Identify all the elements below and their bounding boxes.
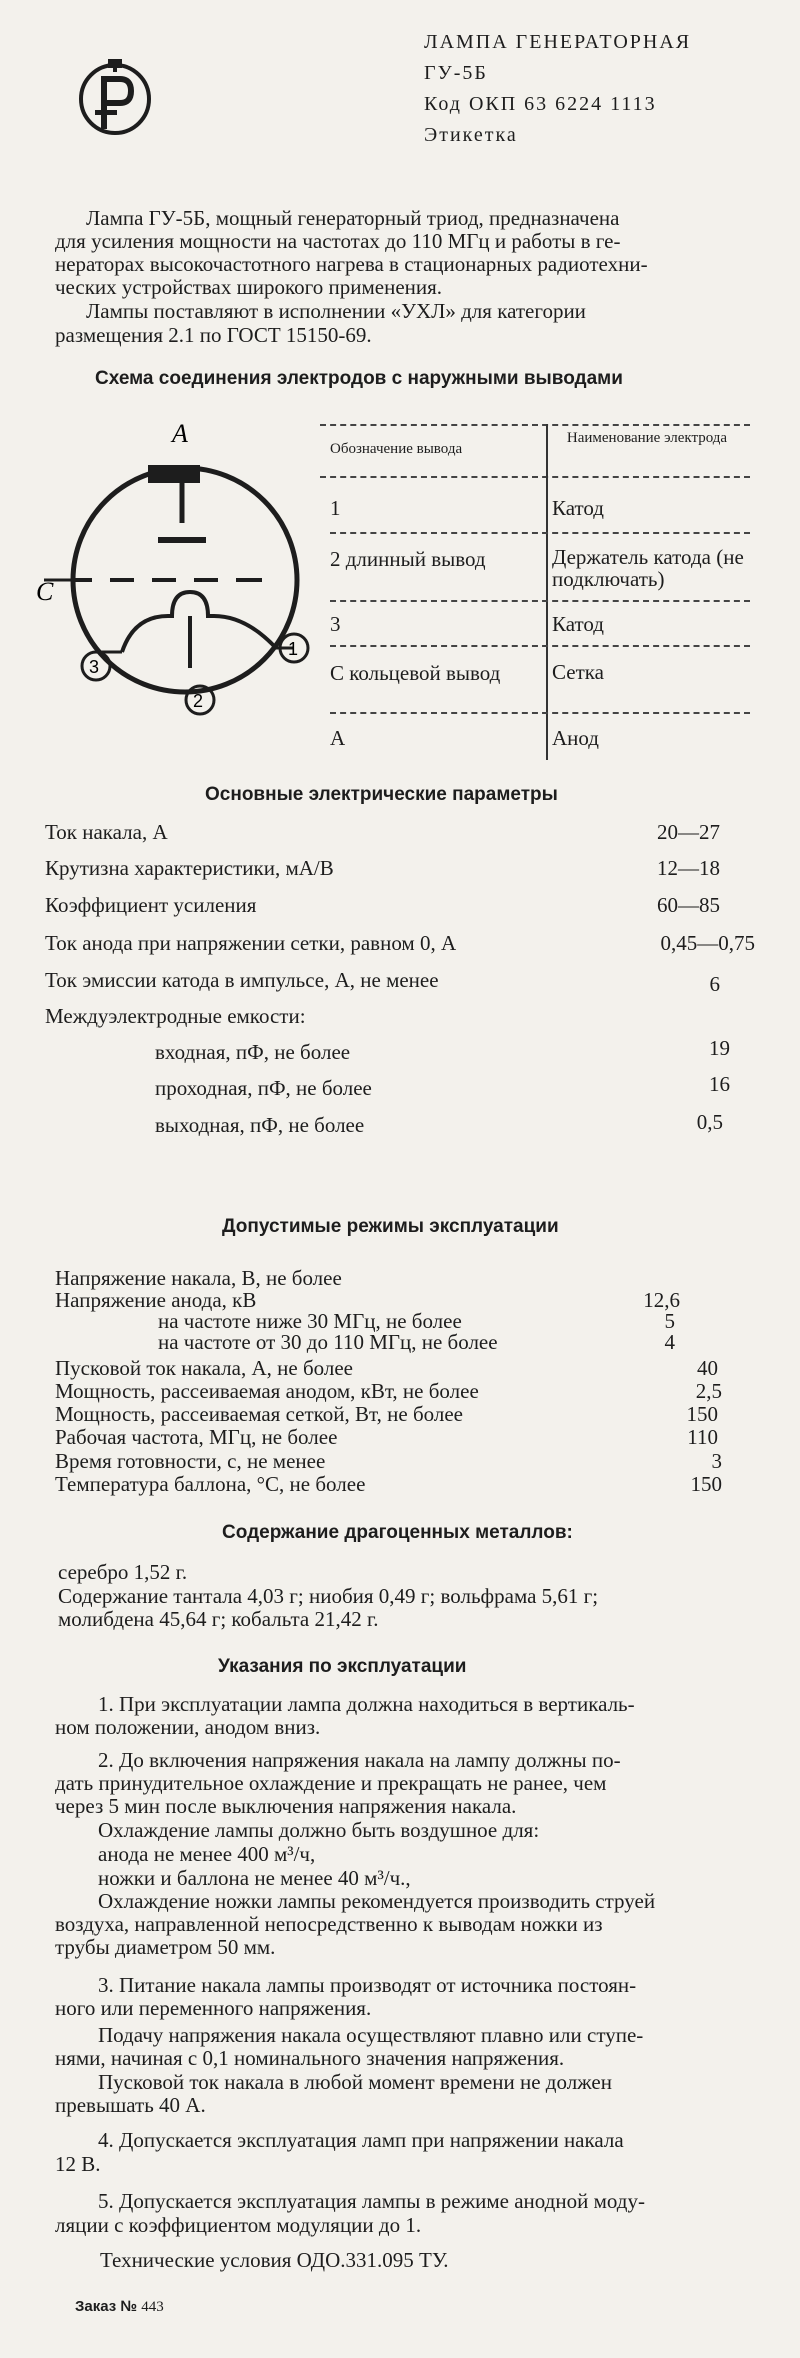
mode-value: 3: [711, 1449, 722, 1473]
section-title-modes: Допустимые режимы эксплуатации: [222, 1216, 559, 1237]
order-label: Заказ №: [75, 2298, 138, 2315]
order-number: [75, 2298, 164, 2316]
mode-name: Температура баллона, °С, не более: [55, 1472, 366, 1496]
mode-value: 150: [690, 1472, 722, 1496]
param-name: входная, пФ, не более: [155, 1040, 351, 1064]
table-row-rule: [330, 712, 750, 714]
instruction-line: 5. Допускается эксплуатация лампы в режиме анодной моду-: [98, 2189, 645, 2213]
table-header-electrode: Наименование электрода: [566, 430, 728, 446]
section-title-params: Основные электрические параметры: [205, 784, 558, 805]
instruction-line: Охлаждение лампы должно быть воздушное для:: [98, 1818, 540, 1842]
instruction-line: 4. Допускается эксплуатация ламп при напряжении накала: [98, 2128, 624, 2152]
table-cell-designation: А: [330, 726, 346, 750]
param-value: 20—27: [657, 820, 720, 844]
instruction-line: 12 В.: [55, 2152, 101, 2176]
instruction-line: анода не менее 400 м³/ч,: [98, 1842, 316, 1866]
tech-conditions: Технические условия ОДО.331.095 ТУ.: [100, 2248, 449, 2272]
table-cell-electrode: Сетка: [552, 660, 604, 684]
mode-name: на частоте от 30 до 110 МГц, не более: [158, 1330, 498, 1354]
instruction-line: ляции с коэффициентом модуляции до 1.: [55, 2213, 422, 2237]
instruction-line: 3. Питание накала лампы производят от источника постоян-: [98, 1973, 637, 1997]
instruction-line: ного или переменного напряжения.: [55, 1996, 372, 2020]
intro-line: Лампы поставляют в исполнении «УХЛ» для категории: [86, 299, 586, 323]
diagram-label-grid: С: [36, 577, 54, 606]
param-value: 0,5: [696, 1110, 723, 1134]
quality-mark-logo: [75, 55, 155, 137]
intro-line: для усиления мощности на частотах до 110 МГц и работы в ге-: [55, 229, 621, 253]
instruction-line: 2. До включения напряжения накала на лампу должны по-: [98, 1748, 621, 1772]
table-cell-electrode: Катод: [552, 496, 604, 520]
mode-name: Напряжение анода, кВ: [55, 1288, 257, 1312]
mode-value: 40: [697, 1356, 718, 1380]
table-cell-designation: С кольцевой вывод: [330, 661, 501, 685]
doc-model: ГУ-5Б: [424, 62, 488, 84]
electrode-diagram: [30, 420, 330, 725]
table-cell-electrode: Катод: [552, 612, 604, 636]
order-value: 443: [141, 2299, 164, 2315]
param-value: 0,45—0,75: [660, 931, 755, 955]
mode-name: Напряжение накала, В, не более: [55, 1266, 342, 1290]
table-row-rule: [330, 645, 750, 647]
metals-line: серебро 1,52 г.: [58, 1560, 188, 1584]
param-value: 60—85: [657, 893, 720, 917]
param-value: 12—18: [657, 856, 720, 880]
param-name: Ток накала, А: [45, 820, 168, 844]
instruction-line: через 5 мин после выключения напряжения накала.: [55, 1794, 517, 1818]
instruction-line: дать принудительное охлаждение и прекращать не ранее, чем: [55, 1771, 607, 1795]
intro-line: ческих устройствах широкого применения.: [55, 275, 443, 299]
table-cell-designation: 2 длинный вывод: [330, 547, 486, 571]
instruction-line: Пусковой ток накала в любой момент времени не должен: [98, 2070, 612, 2094]
mode-value: 5: [664, 1309, 675, 1333]
section-title-instructions: Указания по эксплуатации: [218, 1656, 467, 1677]
table-header-designation: Обозначение вывода: [330, 441, 463, 457]
param-name: Ток анода при напряжении сетки, равном 0, А: [45, 931, 457, 955]
instruction-line: Подачу напряжения накала осуществляют плавно или ступе-: [98, 2023, 644, 2047]
mode-name: Мощность, рассеиваемая сеткой, Вт, не более: [55, 1402, 463, 1426]
intro-line: размещения 2.1 по ГОСТ 15150-69.: [55, 323, 372, 347]
table-row-rule: [330, 532, 750, 534]
param-name: проходная, пФ, не более: [155, 1076, 372, 1100]
mode-name: Время готовности, с, не менее: [55, 1449, 326, 1473]
mode-value: 150: [686, 1402, 718, 1426]
diagram-label-anode: А: [172, 420, 188, 448]
instruction-line: трубы диаметром 50 мм.: [55, 1935, 276, 1959]
metals-line: молибдена 45,64 г; кобальта 21,42 г.: [58, 1607, 379, 1631]
table-cell-electrode: Анод: [552, 726, 599, 750]
intro-line: Лампа ГУ-5Б, мощный генераторный триод, предназначена: [86, 206, 620, 230]
param-name: Коэффициент усиления: [45, 893, 257, 917]
table-cell-designation: 3: [330, 612, 341, 636]
param-name: выходная, пФ, не более: [155, 1113, 365, 1137]
diagram-label-pin2: 2: [193, 691, 204, 711]
section-title-metals: Содержание драгоценных металлов:: [222, 1522, 573, 1543]
param-value: 16: [709, 1072, 730, 1096]
mode-value: 2,5: [695, 1379, 722, 1403]
instruction-line: Охлаждение ножки лампы рекомендуется производить струей: [98, 1889, 656, 1913]
metals-line: Содержание тантала 4,03 г; ниобия 0,49 г; вольфрама 5,61 г;: [58, 1584, 599, 1608]
param-name: Ток эмиссии катода в импульсе, А, не менее: [45, 968, 439, 992]
instruction-line: 1. При эксплуатации лампа должна находиться в вертикаль-: [98, 1692, 635, 1716]
table-top-rule: [320, 424, 750, 426]
table-divider: [546, 424, 548, 760]
instruction-line: ножки и баллона не менее 40 м³/ч.,: [98, 1866, 411, 1890]
table-row-rule: [330, 600, 750, 602]
instruction-line: нями, начиная с 0,1 номинального значения напряжения.: [55, 2046, 565, 2070]
param-name: Междуэлектродные емкости:: [45, 1004, 306, 1028]
mode-name: Пусковой ток накала, А, не более: [55, 1356, 353, 1380]
param-value: 19: [709, 1036, 730, 1060]
mode-value: 110: [687, 1425, 718, 1449]
instruction-line: воздуха, направленной непосредственно к выводам ножки из: [55, 1912, 603, 1936]
param-value: 6: [709, 972, 720, 996]
mode-value: 4: [664, 1330, 675, 1354]
mode-name: Мощность, рассеиваемая анодом, кВт, не более: [55, 1379, 479, 1403]
doc-title: ЛАМПА ГЕНЕРАТОРНАЯ: [424, 31, 692, 53]
instruction-line: ном положении, анодом вниз.: [55, 1715, 321, 1739]
instruction-line: превышать 40 А.: [55, 2093, 206, 2117]
mode-name: на частоте ниже 30 МГц, не более: [158, 1309, 462, 1333]
intro-line: нераторах высокочастотного нагрева в стационарных радиотехни-: [55, 252, 648, 276]
doc-code: Код ОКП 63 6224 1113: [424, 93, 657, 115]
diagram-label-pin3: 3: [89, 657, 100, 677]
table-header-rule: [320, 476, 750, 478]
table-cell-electrode: Держатель катода (не подключать): [552, 545, 744, 591]
mode-value: 12,6: [643, 1288, 680, 1312]
diagram-label-pin1: 1: [288, 639, 299, 659]
param-name: Крутизна характеристики, мА/В: [45, 856, 334, 880]
section-title-scheme: Схема соединения электродов с наружными выводами: [95, 368, 623, 389]
doc-label: Этикетка: [424, 124, 518, 146]
table-cell-designation: 1: [330, 496, 341, 520]
mode-name: Рабочая частота, МГц, не более: [55, 1425, 338, 1449]
